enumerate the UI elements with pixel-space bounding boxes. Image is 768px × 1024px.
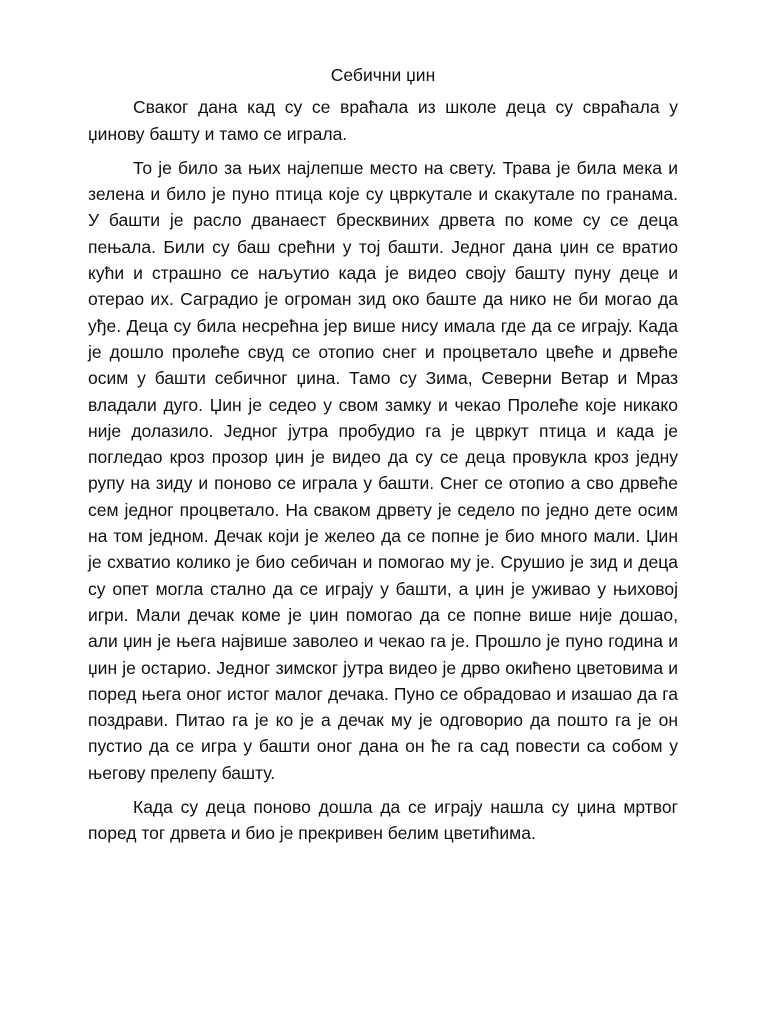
paragraph-2: То је било за њих најлепше место на свету. Трава је била мека и зелена и било је пуно птица које су цвркутале и скакутале по гранама. У башти је расло дванаест бресквиних дрвета по коме су се деца пењала. Били су баш срећни у тој башти. Једног дана џин се вратио кући и страшно се наљутио када је видео своју башту пуну деце и отерао их. Саградио је огроман зид око баште да нико не би могао да уђе. Деца су била несрећна јер више нису имала где да се играју. Када је дошло пролеће свуд се отопио снег и процветало цвеће и дрвеће осим у башти себичног џина. Тамо су Зима, Северни Ветар и Мраз владали дуго. Џин је седео у свом замку и чекао Пролеће које никако није долазило. Једног јутра пробудио га је цвркут птица и када је погледао кроз прозор џин је видео да су се деца провукла кроз једну рупу на зиду и поново се играла у башти. Снег се отопио а сво дрвеће сем једног процветало. На сваком дрвету је седело по једно дете осим на том једном. Дечак који је желео да се попне је био много мали. Џин је схватио колико је био себичан и помогао му је. Срушио је зид и деца су опет могла стално да се играју у башти, а џин је уживао у њиховој игри. Мали дечак коме је џин помогао да се попне више није дошао, али џин је њега највише заволео и чекао га је. Прошло је пуно година и џин је остарио. Једног зимског јутра видео је дрво окићено цветовима и поред њега оног истог малог дечака. Пуно се обрадовао и изашао да га поздрави. Питао га је ко је а дечак му је одговорио да пошто га је он пустио да се игра у башти оног дана он ће га сад повести са собом у његову прелепу башту. [88,157,678,783]
paragraph-3: Када су деца поново дошла да се играју нашла су џина мртвог поред тог дрвета и био је прекривен белим цветићима. [88,797,678,844]
page-title: Себични џин [330,65,436,85]
paragraph-1: Сваког дана кад су се враћала из школе деца су свраћала у џинову башту и тамо се играла. [88,97,678,144]
document-body [88,62,678,855]
